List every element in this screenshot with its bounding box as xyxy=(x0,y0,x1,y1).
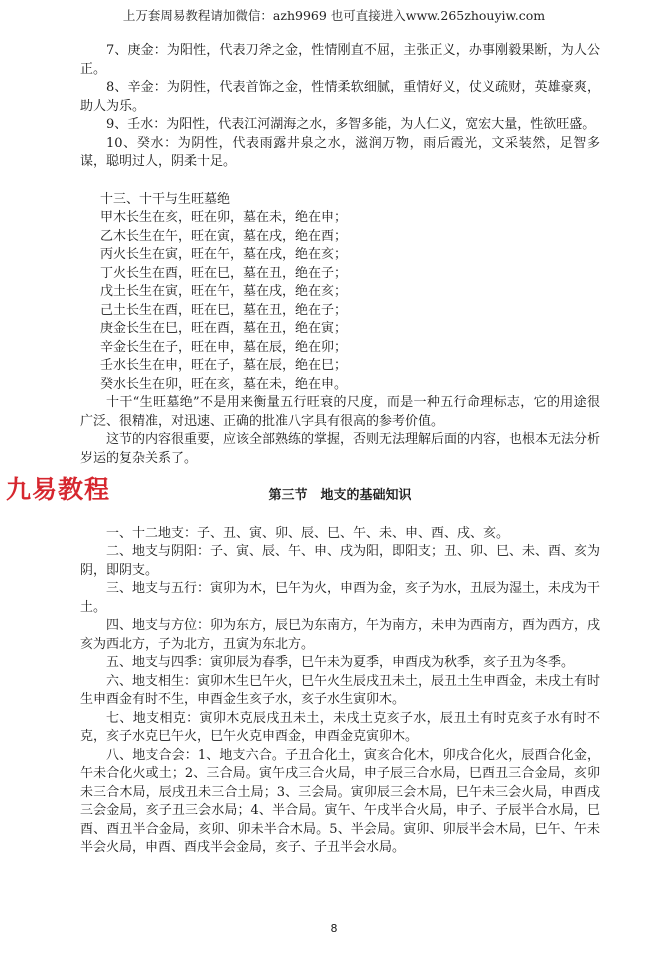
paragraph: 三、地支与五行：寅卯为木，巳午为火，申酉为金，亥子为水，丑辰为湿土，未戌为干土。 xyxy=(80,581,601,615)
page-header: 上万套周易教程请加微信：azh9969 也可直接进入www.265zhouyiw.com xyxy=(122,8,546,23)
page-content xyxy=(80,42,600,858)
list-item: 癸水长生在卯，旺在亥，墓在未，绝在申。 xyxy=(100,376,348,392)
section-title: 第三节 地支的基础知识 xyxy=(268,488,412,503)
paragraph: 二、地支与阴阳：子、寅、辰、午、申、戌为阳，即阳支；丑、卯、巳、未、酉、亥为阴，即阴支。 xyxy=(80,544,601,578)
list-item: 丁火长生在酉，旺在巳，墓在丑，绝在子； xyxy=(100,265,348,281)
paragraph: 一、十二地支：子、丑、寅、卯、辰、巳、午、未、申、酉、戌、亥。 xyxy=(106,525,510,541)
paragraph: 七、地支相克：寅卯木克辰戌丑未土，未戌土克亥子水，辰丑土有时克亥子水有时不克，亥子水克巳午火，巳午火克申酉金，申酉金克寅卯木。 xyxy=(80,710,600,744)
list-item: 乙木长生在午，旺在寅，墓在戌，绝在酉； xyxy=(100,228,348,244)
paragraph: 10、癸水：为阴性，代表雨露井泉之水，滋润万物，雨后霞光，文采装然，足智多谋，聪明过人，阴柔十足。 xyxy=(80,135,600,169)
paragraph: 六、地支相生：寅卯木生巳午火，巳午火生辰戌丑未土，辰丑土生申酉金，未戌土有时生申酉金有时不生，申酉金生亥子水，亥子水生寅卯木。 xyxy=(80,673,601,707)
list-item: 壬水长生在申，旺在子，墓在辰，绝在巳； xyxy=(100,358,348,373)
paragraph: 这节的内容很重要，应该全部熟练的掌握，否则无法理解后面的内容，也根本无法分析岁运的复杂关系了。 xyxy=(80,432,601,466)
paragraph: 四、地支与方位：卯为东方，辰巳为东南方，午为南方，未申为西南方，酉为西方，戌亥为西北方，子为北方，丑寅为东北方。 xyxy=(80,618,601,652)
section-heading: 十三、十干与生旺墓绝 xyxy=(100,191,231,207)
paragraph: 八、地支合会：1、地支六合。子丑合化土，寅亥合化木，卯戌合化火，辰酉合化金，午未合化火或土；2、三合局。寅午戌三合火局，申子辰三合水局，巳酉丑三合金局，亥卯未三合木局，辰戌丑未三合土局；3、三会局。寅卯辰三会木局，巳午未三会火局，申酉戌三会金局，亥子丑三会水局；4、半合局。寅午、午戌半合火局，申子、子辰半合水局，巳酉、酉丑半合金局，亥卯、卯未半合木局。5、半会局。寅卯、卯辰半会木局，巳午、午未半会火局，申酉、酉戌半会金局，亥子、子丑半会水局。 xyxy=(80,747,600,855)
watermark-logo: 九易教程 xyxy=(6,475,111,504)
list-item: 庚金长生在巳，旺在酉，墓在丑，绝在寅； xyxy=(100,321,348,336)
list-item: 己土长生在酉，旺在巳，墓在丑，绝在子； xyxy=(100,302,348,318)
paragraph: 8、辛金：为阴性，代表首饰之金，性情柔软细腻，重情好义，仗义疏财，英雄豪爽，助人为乐。 xyxy=(80,80,600,114)
list-item: 甲木长生在亥，旺在卯，墓在未，绝在申； xyxy=(100,210,348,225)
page-number: 8 xyxy=(330,922,338,935)
list-item: 戊土长生在寅，旺在午，墓在戌，绝在亥； xyxy=(100,284,348,299)
paragraph: 十干“生旺墓绝”不是用来衡量五行旺衰的尺度，而是一种五行命理标志，它的用途很广泛、很精准，对迅速、正确的批准八字具有很高的参考价值。 xyxy=(80,395,600,429)
paragraph: 7、庚金：为阳性，代表刀斧之金，性情刚直不屈，主张正义，办事刚毅果断，为人公正。 xyxy=(80,43,600,77)
list-item: 丙火长生在寅，旺在午，墓在戌，绝在亥； xyxy=(100,247,348,262)
paragraph: 9、壬水：为阳性，代表江河湖海之水，多智多能，为人仁义，宽宏大量，性欲旺盛。 xyxy=(106,117,596,132)
paragraph: 五、地支与四季：寅卯辰为春季，巳午未为夏季，申酉戌为秋季，亥子丑为冬季。 xyxy=(106,655,575,670)
list-item: 辛金长生在子，旺在申，墓在辰，绝在卯； xyxy=(100,339,348,355)
